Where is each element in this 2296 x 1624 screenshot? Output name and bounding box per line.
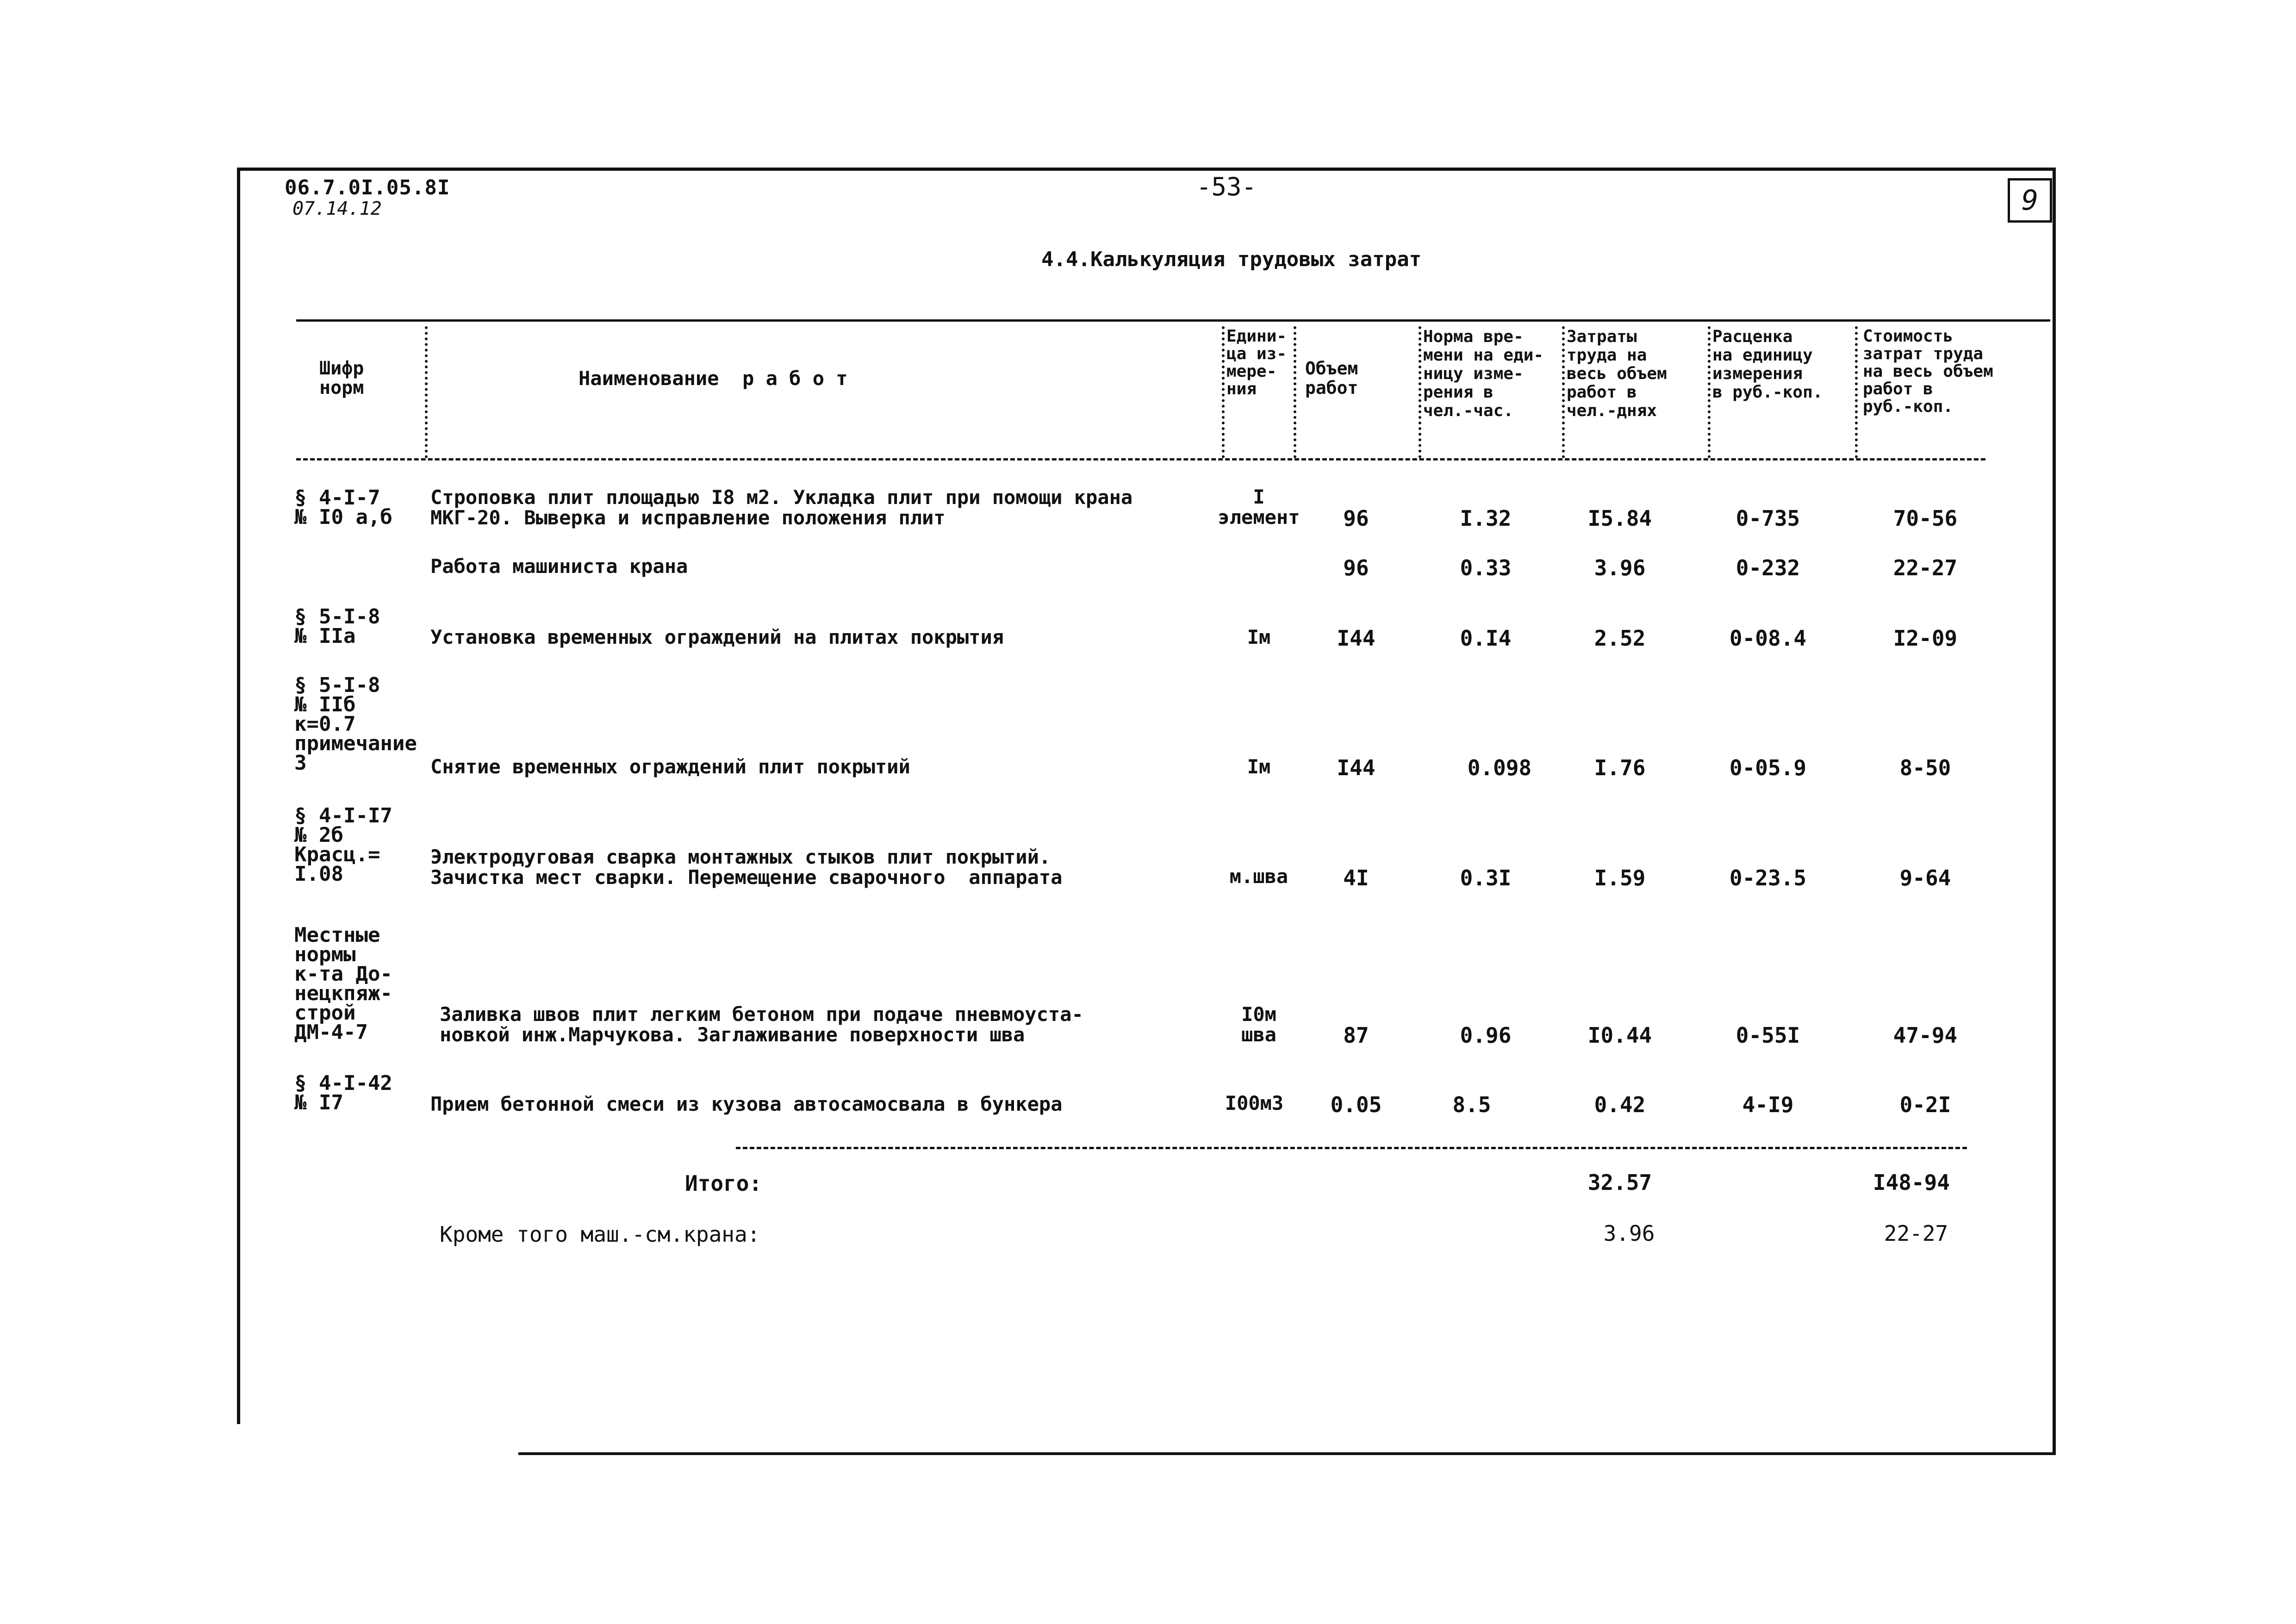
col-sep-6 xyxy=(1708,326,1711,458)
row7-norm: 8.5 xyxy=(1452,1092,1491,1117)
row1-rate: 0-735 xyxy=(1736,506,1800,531)
row4-labor: I.76 xyxy=(1594,755,1646,780)
sheet-number-box xyxy=(2008,178,2052,223)
extra-cost: 22-27 xyxy=(1884,1221,1948,1246)
col-sep-5 xyxy=(1562,326,1565,458)
page-frame-right xyxy=(2053,168,2056,1454)
header-name: Наименование р а б о т xyxy=(579,367,848,390)
col-sep-3 xyxy=(1294,326,1296,458)
row1-name: Строповка плит площадью I8 м2. Укладка плит при помощи крана МКГ-20. Выверка и исправление положения плит xyxy=(430,486,1133,529)
row4-volume: I44 xyxy=(1337,755,1375,780)
header-labor: Затраты труда на весь объем работ в чел.-днях xyxy=(1567,327,1667,420)
row5-name: Электродуговая сварка монтажных стыков плит покрытий. Зачистка мест сварки. Перемещение сварочного аппарата xyxy=(430,846,1063,889)
handwritten-code: 07.14.12 xyxy=(292,198,382,219)
page-frame-bottom xyxy=(518,1452,2056,1455)
extra-labor: 3.96 xyxy=(1603,1221,1655,1246)
row6-cost: 47-94 xyxy=(1893,1023,1958,1048)
page-frame-top xyxy=(237,168,2056,171)
row4-norm: 0.098 xyxy=(1467,755,1532,780)
header-rate: Расценка на единицу измерения в руб.-коп. xyxy=(1712,327,1823,402)
document-code: 06.7.0I.05.8I xyxy=(285,176,450,199)
row2-name: Работа машиниста крана xyxy=(430,555,688,578)
row3-code: § 5-I-8 № IIа xyxy=(294,605,380,648)
row6-volume: 87 xyxy=(1343,1023,1369,1048)
row7-code: § 4-I-42 № I7 xyxy=(294,1071,392,1114)
col-sep-4 xyxy=(1419,326,1421,458)
row7-volume: 0.05 xyxy=(1330,1092,1382,1117)
row4-cost: 8-50 xyxy=(1899,755,1951,780)
row7-labor: 0.42 xyxy=(1594,1092,1646,1117)
row7-cost: 0-2I xyxy=(1899,1092,1951,1117)
row6-rate: 0-55I xyxy=(1736,1023,1800,1048)
row2-norm: 0.33 xyxy=(1460,555,1512,580)
col-sep-7 xyxy=(1855,326,1858,458)
row5-cost: 9-64 xyxy=(1899,865,1951,890)
row6-labor: I0.44 xyxy=(1587,1023,1652,1048)
table-top-rule xyxy=(296,319,2050,322)
row1-labor: I5.84 xyxy=(1587,506,1652,531)
header-bottom-rule xyxy=(296,458,1985,460)
row6-unit: I0м шва xyxy=(1241,1003,1276,1046)
row7-name: Прием бетонной смеси из кузова автосамосвала в бункера xyxy=(430,1093,1063,1115)
page-frame-left xyxy=(237,168,240,1424)
totals-labor: 32.57 xyxy=(1587,1170,1652,1195)
row5-rate: 0-23.5 xyxy=(1729,865,1807,890)
row6-name: Заливка швов плит легким бетоном при подаче пневмоуста- новкой инж.Марчукова. Заглаживание поверхности шва xyxy=(440,1003,1083,1046)
row7-unit: I00м3 xyxy=(1225,1092,1284,1114)
row1-unit: I элемент xyxy=(1218,485,1300,529)
row3-cost: I2-09 xyxy=(1893,626,1958,651)
header-cost: Стоимость затрат труда на весь объем работ в руб.-коп. xyxy=(1863,327,1993,416)
row4-code: § 5-I-8 № IIб к=0.7 примечание 3 xyxy=(294,673,417,775)
header-norm: Норма вре- мени на еди- ницу изме- рения в чел.-час. xyxy=(1423,327,1544,420)
row3-volume: I44 xyxy=(1337,626,1375,651)
row2-cost: 22-27 xyxy=(1893,555,1958,580)
document-title: 4.4.Калькуляция трудовых затрат xyxy=(1041,248,1422,271)
row3-rate: 0-08.4 xyxy=(1729,626,1807,651)
row2-labor: 3.96 xyxy=(1594,555,1646,580)
row2-rate: 0-232 xyxy=(1736,555,1800,580)
row3-norm: 0.I4 xyxy=(1460,626,1512,651)
row6-code: Местные нормы к-та До- нецкпяж- строй ДМ-4-7 xyxy=(294,923,392,1044)
totals-cost: I48-94 xyxy=(1873,1170,1950,1195)
row3-name: Установка временных ограждений на плитах покрытия xyxy=(430,626,1004,648)
row3-unit: Iм xyxy=(1247,626,1271,648)
row3-labor: 2.52 xyxy=(1594,626,1646,651)
row4-rate: 0-05.9 xyxy=(1729,755,1807,780)
row7-rate: 4-I9 xyxy=(1742,1092,1794,1117)
row6-norm: 0.96 xyxy=(1460,1023,1512,1048)
totals-rule xyxy=(736,1147,1967,1149)
col-sep-2 xyxy=(1222,326,1225,458)
totals-label: Итого: xyxy=(685,1171,762,1196)
row1-cost: 70-56 xyxy=(1893,506,1958,531)
header-volume: Объем работ xyxy=(1305,358,1358,398)
row5-labor: I.59 xyxy=(1594,865,1646,890)
page-number: -53- xyxy=(1196,172,1257,201)
header-unit: Едини- ца из- мере- ния xyxy=(1226,327,1287,398)
row5-unit: м.шва xyxy=(1229,865,1288,888)
header-code: Шифр норм xyxy=(319,358,364,398)
sheet-number: 9 xyxy=(2021,184,2039,217)
row5-norm: 0.3I xyxy=(1460,865,1512,890)
row5-code: § 4-I-I7 № 2б Красц.= I.08 xyxy=(294,804,392,886)
row1-volume: 96 xyxy=(1343,506,1369,531)
row1-norm: I.32 xyxy=(1460,506,1512,531)
row2-volume: 96 xyxy=(1343,555,1369,580)
col-sep-1 xyxy=(425,326,428,458)
row5-volume: 4I xyxy=(1343,865,1369,890)
row4-name: Снятие временных ограждений плит покрытий xyxy=(430,755,910,778)
row4-unit: Iм xyxy=(1247,755,1271,778)
extra-label: Кроме того маш.-см.крана: xyxy=(440,1222,760,1247)
row1-code: § 4-I-7 № I0 а,б xyxy=(294,486,392,529)
